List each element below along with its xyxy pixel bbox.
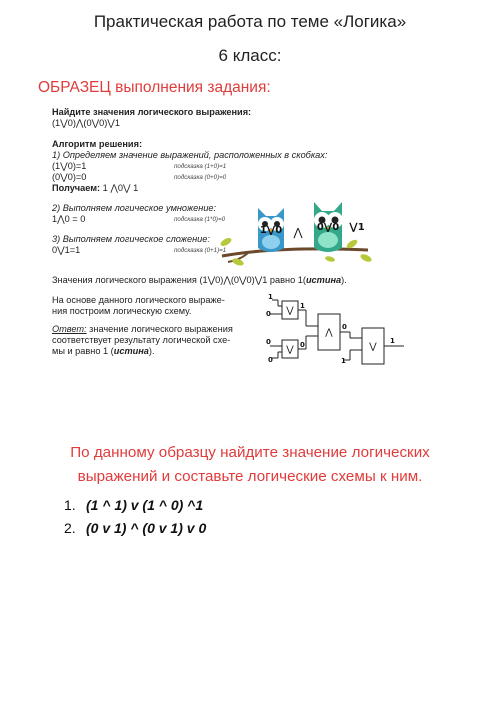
task-item-1 xyxy=(64,497,203,513)
scheme-text xyxy=(52,295,262,357)
task-item-2 xyxy=(64,520,206,536)
owls-illustration xyxy=(218,198,380,270)
algorithm-title: Алгоритм решения: xyxy=(52,139,143,149)
circuit-in2: 0 xyxy=(266,310,271,318)
task-item-2-num: 2. xyxy=(64,520,76,536)
circuit-out-final: 1 xyxy=(390,337,395,345)
step2-line: 1⋀0 = 0 xyxy=(52,214,86,224)
task-heading-line1: По данному образцу найдите значение логических xyxy=(70,444,430,461)
scheme-line2: ния построим логическую схему. xyxy=(52,306,192,316)
result-true: истина xyxy=(305,275,342,285)
result-text: Значения логического выражения (1⋁0)⋀(0⋁0)⋁1 равно 1( xyxy=(52,275,306,285)
and-gate-sign: ⋀ xyxy=(325,328,333,338)
circuit-out-or1: 1 xyxy=(300,302,305,310)
or-gate-1-sign: ⋁ xyxy=(286,306,294,316)
step1-text: 1) Определяем значение выражений, расположенных в скобках: xyxy=(52,150,328,160)
task-heading-line2: выражений и составьте логические схемы к ним. xyxy=(77,468,423,485)
expression: (1⋁0)⋀(0⋁0)⋁1 xyxy=(52,118,120,128)
step2-hint: подсказка (1*0)=0 xyxy=(174,216,226,223)
circuit-in3: 0 xyxy=(266,338,271,346)
owl-left-label: 1⋁0 xyxy=(259,225,283,236)
task-item-2-expr: (0 v 1) ^ (0 v 1) v 0 xyxy=(86,520,207,536)
step3-hint: подсказка (0+1)=1 xyxy=(174,247,227,254)
circuit-in1: 1 xyxy=(268,293,273,301)
answer-line1 xyxy=(52,324,262,335)
step1-line2-row xyxy=(52,172,352,183)
task-item-1-num: 1. xyxy=(64,497,76,513)
step1-line1: (1⋁0)=1 xyxy=(52,161,87,171)
step2-text: 2) Выполняем логическое умножение: xyxy=(52,203,217,213)
owl-right-label: 0⋁0 xyxy=(316,222,340,233)
answer-line2: соответствует результату логической схе- xyxy=(52,335,231,345)
answer-true: истина xyxy=(113,346,149,356)
answer-end: ). xyxy=(148,346,155,356)
task-heading xyxy=(0,441,500,489)
task-title: Найдите значения логического выражения: xyxy=(52,107,252,117)
circuit-out-and: 0 xyxy=(342,323,347,331)
step1-hint2: подсказка (0+0)=0 xyxy=(174,174,227,181)
result-end: ). xyxy=(341,275,347,285)
logic-circuit xyxy=(262,292,412,374)
circuit-in4: 0 xyxy=(268,356,273,364)
result-line xyxy=(52,275,472,286)
answer-text3: мы и равно 1 ( xyxy=(52,346,114,356)
answer-text1: значение логического выражения xyxy=(86,324,233,334)
owls-and-sign: ⋀ xyxy=(293,226,303,239)
circuit-out-or2: 0 xyxy=(300,341,305,349)
or-gate-final-sign: ⋁ xyxy=(369,342,377,352)
step3-line: 0⋁1=1 xyxy=(52,245,81,255)
step3-text: 3) Выполняем логическое сложение: xyxy=(52,234,210,244)
step1-hint1: подсказка (1+0)=1 xyxy=(174,163,227,170)
step1-line2: (0⋁0)=0 xyxy=(52,172,87,182)
answer-line3 xyxy=(52,346,262,357)
scheme-line1: На основе данного логического выраже- xyxy=(52,295,225,305)
get-value: 1 ⋀0⋁ 1 xyxy=(102,183,139,193)
owls-tail: ⋁1 xyxy=(349,222,365,233)
grade-label: 6 класс: xyxy=(218,46,282,65)
answer-label: Ответ: xyxy=(52,324,87,334)
or-gate-2-sign: ⋁ xyxy=(286,345,294,355)
task-item-1-expr: (1 ^ 1) v (1 ^ 0) ^1 xyxy=(86,497,204,513)
get-label: Получаем: xyxy=(52,183,101,193)
sample-label: ОБРАЗЕЦ выполнения задания: xyxy=(38,79,271,96)
step1-line1-row xyxy=(52,161,352,172)
get-row xyxy=(52,183,352,194)
page-title: Практическая работа по теме «Логика» xyxy=(93,12,407,31)
circuit-in-or3: 1 xyxy=(341,357,346,365)
